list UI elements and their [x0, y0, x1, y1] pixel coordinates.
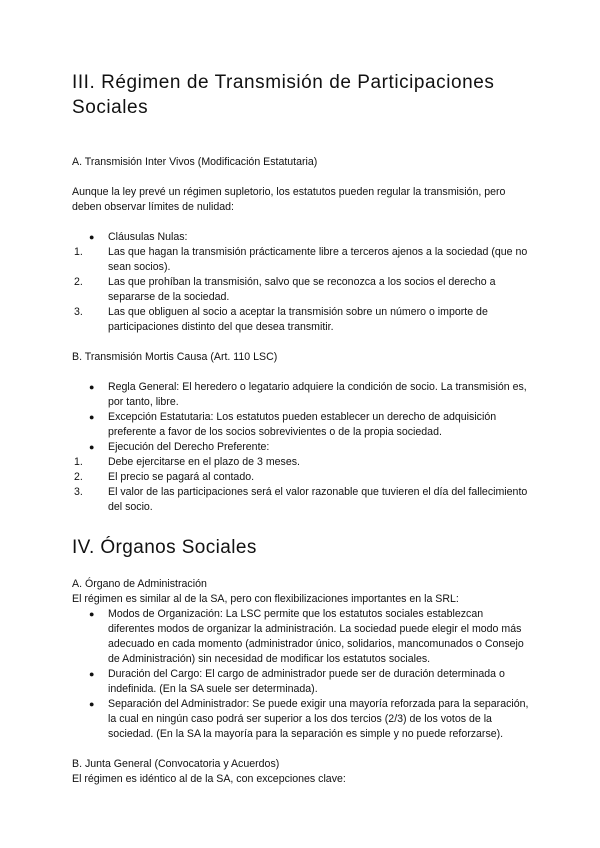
number-marker: 2.: [74, 276, 83, 288]
section-3-title: III. Régimen de Transmisión de Participaciones Sociales: [72, 72, 495, 118]
list-item: [72, 667, 530, 697]
ejecucion-1: Debe ejercitarse en el plazo de 3 meses.: [108, 456, 300, 468]
number-marker: 2.: [74, 471, 83, 483]
number-marker: 1.: [74, 456, 83, 468]
admin-list: [72, 607, 530, 742]
clausulas-list: [72, 230, 530, 335]
section-4-intro-b: El régimen es idéntico al de la SA, con excepciones clave:: [72, 773, 346, 785]
list-item: [72, 697, 530, 742]
list-item: [72, 230, 530, 245]
bullet-marker: ●: [89, 609, 95, 619]
clausulas-label: Cláusulas Nulas:: [108, 231, 188, 243]
list-item: [72, 455, 530, 470]
list-item: [72, 245, 530, 275]
list-item: [72, 305, 530, 335]
mortis-excepcion: Excepción Estatutaria: Los estatutos pueden establecer un derecho de adquisición preferente a favor de los socios sobrevivientes o de la propia sociedad.: [108, 411, 497, 438]
section-3-subheading-a: A. Transmisión Inter Vivos (Modificación Estatutaria): [72, 156, 318, 168]
list-item: [72, 485, 530, 515]
bullet-marker: ●: [89, 382, 95, 392]
section-4-title: IV. Órganos Sociales: [72, 537, 257, 558]
list-item: [72, 275, 530, 305]
section-3-intro: Aunque la ley prevé un régimen supletorio, los estatutos pueden regular la transmisión, pero deben observar límites de nulidad:: [72, 186, 506, 213]
number-marker: 1.: [74, 246, 83, 258]
mortis-ejecucion: Ejecución del Derecho Preferente:: [108, 441, 270, 453]
document-page: [72, 70, 530, 787]
list-item: [72, 607, 530, 667]
list-item: [72, 380, 530, 410]
list-item: [72, 470, 530, 485]
section-4-intro-a: El régimen es similar al de la SA, pero con flexibilizaciones importantes en la SRL:: [72, 593, 459, 605]
list-item: [72, 440, 530, 455]
section-4-subheading-b: B. Junta General (Convocatoria y Acuerdos): [72, 758, 280, 770]
bullet-marker: ●: [89, 699, 95, 709]
bullet-marker: ●: [89, 232, 95, 242]
bullet-marker: ●: [89, 442, 95, 452]
number-marker: 3.: [74, 486, 83, 498]
mortis-list: [72, 380, 530, 515]
section-3-subheading-b: B. Transmisión Mortis Causa (Art. 110 LSC): [72, 351, 278, 363]
clausula-3: Las que obliguen al socio a aceptar la transmisión sobre un número o importe de participaciones distinto del que desea transmitir.: [108, 306, 488, 333]
list-item: [72, 410, 530, 440]
clausula-1: Las que hagan la transmisión prácticamente libre a terceros ajenos a la sociedad (que no sean socios).: [108, 246, 528, 273]
clausula-2: Las que prohíban la transmisión, salvo que se reconozca a los socios el derecho a separarse de la sociedad.: [108, 276, 496, 303]
bullet-marker: ●: [89, 669, 95, 679]
section-4-subheading-a: A. Órgano de Administración: [72, 578, 207, 590]
ejecucion-3: El valor de las participaciones será el valor razonable que tuvieren el día del fallecimiento del socio.: [108, 486, 528, 513]
admin-duracion: Duración del Cargo: El cargo de administrador puede ser de duración determinada o indefinida. (En la SA suele ser determinada).: [108, 668, 505, 695]
bullet-marker: ●: [89, 412, 95, 422]
ejecucion-2: El precio se pagará al contado.: [108, 471, 255, 483]
number-marker: 3.: [74, 306, 83, 318]
admin-modos: Modos de Organización: La LSC permite que los estatutos sociales establezcan diferentes modos de organizar la administración. La sociedad puede elegir el modo más adecuado en cada momento (administrador único, solidarios, mancomunados o Consejo de Administración) sin necesidad de modificar los estatutos sociales.: [108, 608, 524, 665]
admin-separacion: Separación del Administrador: Se puede exigir una mayoría reforzada para la separación, la cual en ningún caso podrá ser superior a los dos tercios (2/3) de los votos de la sociedad. (En la SA la mayoría para la separación es simple y no puede reforzarse).: [108, 698, 529, 740]
mortis-regla-general: Regla General: El heredero o legatario adquiere la condición de socio. La transmisión es, por tanto, libre.: [108, 381, 527, 408]
